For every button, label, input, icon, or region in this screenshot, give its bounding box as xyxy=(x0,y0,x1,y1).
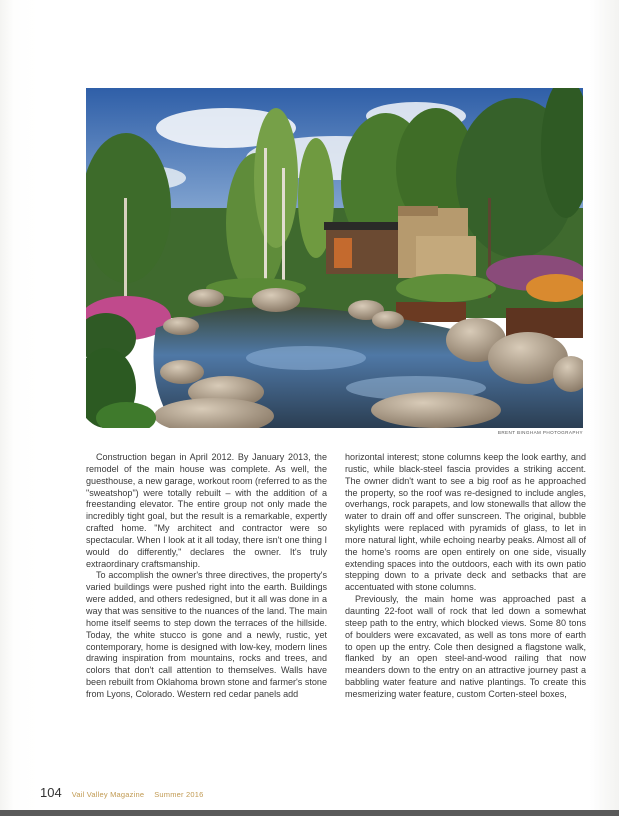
photo-credit: BRENT BINGHAM PHOTOGRAPHY xyxy=(497,430,583,435)
page-footer xyxy=(40,785,204,801)
article-paragraph: horizontal interest; stone columns keep the look earthy, and rustic, while black-steel fascia provides a striking accent. The owner didn't want to see a big roof as he approached the property, so the roof was re-designed to include angles, overhangs, rock parapets, and low stonewalls that allow the water to drain off and offer sunscreen. The original, bubble skylights were replaced with pyramids of glass, to let in more natural light, while echoing nearby peaks. Almost all of the home's rooms are open entirely on one side, visually extending spaces into the outdoors, each with its own patio stepping down to a private deck and setbacks that are accentuated with stone columns. xyxy=(345,452,586,593)
page-number: 104 xyxy=(40,785,62,800)
scan-edge xyxy=(0,810,619,816)
magazine-name: Vail Valley Magazine xyxy=(71,790,145,799)
issue-label: Summer 2016 xyxy=(154,790,204,799)
article-paragraph: To accomplish the owner's three directives, the property's varied buildings were pushed right into the earth. Buildings were added, and others redesigned, but it all was done in a way that was sensitive to the nuances of the land. The main home itself seems to step down the terraces of the hillside. Today, the white stucco is gone and a newly, rustic, yet contemporary, home is designed with low-key, modern lines drawing inspiration from mountains, rocks and trees, and colors that don't call attention to themselves. Walls have been rebuilt from Oklahoma brown stone and farmer's stone from Lyons, Colorado. Western red cedar panels add xyxy=(86,570,327,699)
landscape-photo xyxy=(86,88,583,428)
article-column-right xyxy=(345,452,586,701)
article-paragraph: Construction began in April 2012. By January 2013, the remodel of the main house was complete. As well, the guesthouse, a new garage, workout room (referred to as the "sweatshop") were totally rebuilt – with the addition of a freestanding elevator. The entire group not only made the incredibly tight goal, but the result is a remarkable, expertly crafted home. "My architect and contractor were so spectacular. When I look at it all today, there isn't one thing I would do differently," declares the owner. It's truly extraordinary craftsmanship. xyxy=(86,452,327,569)
article-paragraph: Previously, the main home was approached past a daunting 22-foot wall of rock that led down a somewhat steep path to the entry, which blocked views. Some 80 tons of boulders were excavated, as well as tons more of earth to open up the entry. Cole then designed a flagstone walk, flanked by an open steel-and-wood railing that now meanders down to the entry on an attractive journey past a babbling water feature and native plantings. To create this mesmerizing water feature, custom Corten-steel boxes, xyxy=(345,594,586,699)
article-column-left xyxy=(86,452,327,701)
